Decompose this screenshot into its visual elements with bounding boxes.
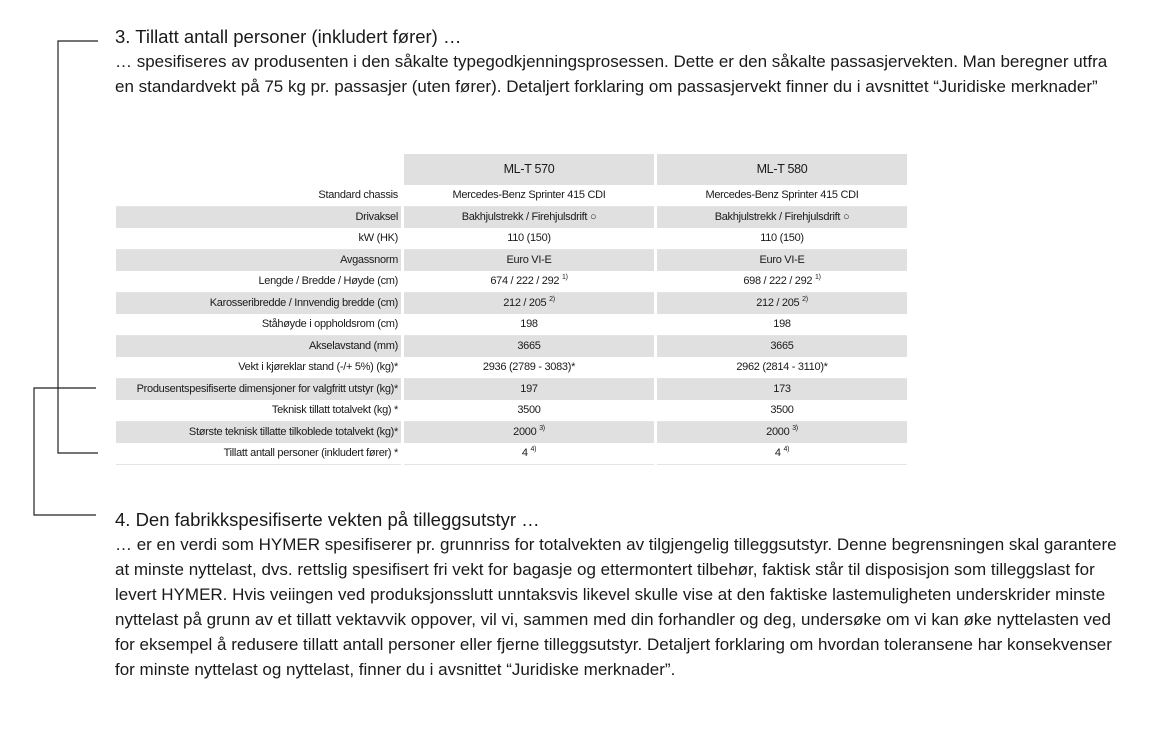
section-3 bbox=[115, 24, 1125, 99]
value-text: 212 / 205 bbox=[503, 297, 547, 309]
value-cell-model-1 bbox=[404, 185, 654, 207]
value-cell-model-1 bbox=[404, 250, 654, 271]
value-text: 4 bbox=[774, 447, 781, 459]
value-text: Euro VI-E bbox=[506, 254, 552, 266]
value-text: 4 bbox=[521, 447, 528, 459]
value-text: Euro VI-E bbox=[759, 254, 805, 266]
header-blank-cell bbox=[116, 154, 401, 185]
value-cell-model-2 bbox=[657, 293, 907, 314]
row-label: Største teknisk tillatte tilkoblede totalvekt (kg)* bbox=[116, 422, 401, 443]
row-label: Standard chassis bbox=[116, 185, 401, 207]
value-text: 2962 (2814 - 3110)* bbox=[736, 361, 828, 373]
table-row bbox=[116, 443, 907, 465]
row-label: Lengde / Bredde / Høyde (cm) bbox=[116, 271, 401, 293]
value-text: 198 bbox=[773, 318, 791, 330]
value-text: Bakhjulstrekk / Firehjulsdrift ○ bbox=[461, 211, 597, 223]
value-cell-model-1 bbox=[404, 357, 654, 379]
value-cell-model-2 bbox=[657, 443, 907, 465]
table-row bbox=[116, 314, 907, 336]
value-cell-model-2 bbox=[657, 271, 907, 293]
value-text: 173 bbox=[773, 383, 791, 395]
spec-table-body bbox=[116, 185, 907, 465]
value-cell-model-1 bbox=[404, 443, 654, 465]
spec-table bbox=[113, 154, 910, 465]
footnote-marker: 4) bbox=[783, 446, 790, 453]
row-label: Produsentspesifiserte dimensjoner for valgfritt utstyr (kg)* bbox=[116, 379, 401, 400]
value-cell-model-2 bbox=[657, 422, 907, 443]
section-4-body: … er en verdi som HYMER spesifiserer pr. grunnriss for totalvekten av tilgjengelig tilleggsutstyr. Denne begrensningen skal garantere at minste nyttelast, dvs. rettslig spesifisert fri vekt for bagasje og ettermontert tilbehør, faktisk står til disposisjon som tilleggslast for levert HYMER. Hvis veiingen ved produksjonsslutt unntaksvis likevel skulle vise at den faktiske lastemuligheten underskrider minste nyttelast på grunn av et tillatt vektavvik oppover, vil vi, sammen med din forhandler og deg, undersøke om vi kan øke nyttelasten ved for eksempel å redusere tillatt antall personer eller fjerne tilleggsutstyr. Detaljert forklaring om hvordan toleransene har konsekvenser for minste nyttelast og nyttelast, finner du i avsnittet “Juridiske merknader”. bbox=[115, 535, 1117, 679]
table-header-row bbox=[116, 154, 907, 185]
row-label: Ståhøyde i oppholdsrom (cm) bbox=[116, 314, 401, 336]
table-row bbox=[116, 379, 907, 400]
model-header-1: ML-T 570 bbox=[404, 154, 654, 185]
section-3-body: … spesifiseres av produsenten i den såkalte typegodkjenningsprosessen. Dette er den såkalte passasjervekten. Man beregner utfra en standardvekt på 75 kg pr. passasjer (uten fører). Detaljert forklaring om passasjervekt finner du i avsnittet “Juridiske merknader” bbox=[115, 52, 1108, 96]
model-header-2: ML-T 580 bbox=[657, 154, 907, 185]
value-text: 3665 bbox=[770, 340, 794, 352]
value-text: 3500 bbox=[517, 404, 541, 416]
value-cell-model-1 bbox=[404, 379, 654, 400]
footnote-marker: 1) bbox=[562, 274, 568, 281]
row-label: Vekt i kjøreklar stand (-/+ 5%) (kg)* bbox=[116, 357, 401, 379]
value-cell-model-2 bbox=[657, 250, 907, 271]
row-label: Akselavstand (mm) bbox=[116, 336, 401, 357]
table-row bbox=[116, 271, 907, 293]
value-cell-model-1 bbox=[404, 400, 654, 422]
value-cell-model-1 bbox=[404, 271, 654, 293]
table-row bbox=[116, 357, 907, 379]
value-cell-model-1 bbox=[404, 314, 654, 336]
value-text: 2936 (2789 - 3083)* bbox=[482, 361, 576, 373]
value-cell-model-1 bbox=[404, 293, 654, 314]
bracket-section-4 bbox=[28, 385, 98, 520]
value-cell-model-2 bbox=[657, 400, 907, 422]
row-label: Karosseribredde / Innvendig bredde (cm) bbox=[116, 293, 401, 314]
row-label: Teknisk tillatt totalvekt (kg) * bbox=[116, 400, 401, 422]
value-text: 110 (150) bbox=[507, 232, 551, 244]
footnote-marker: 2) bbox=[802, 296, 808, 303]
value-text: 110 (150) bbox=[760, 232, 804, 244]
value-cell-model-2 bbox=[657, 185, 907, 207]
table-row bbox=[116, 185, 907, 207]
footnote-marker: 1) bbox=[815, 274, 821, 281]
value-cell-model-2 bbox=[657, 207, 907, 228]
value-cell-model-2 bbox=[657, 314, 907, 336]
footnote-marker: 2) bbox=[549, 296, 555, 303]
row-label: Tillatt antall personer (inkludert fører) * bbox=[116, 443, 401, 465]
table-row bbox=[116, 293, 907, 314]
value-text: Bakhjulstrekk / Firehjulsdrift ○ bbox=[714, 211, 850, 223]
value-text: 3665 bbox=[517, 340, 541, 352]
value-cell-model-1 bbox=[404, 422, 654, 443]
value-text: 698 / 222 / 292 bbox=[743, 275, 813, 287]
section-4-heading: 4. Den fabrikkspesifiserte vekten på tilleggsutstyr … bbox=[115, 509, 540, 530]
section-3-heading: 3. Tillatt antall personer (inkludert fører) … bbox=[115, 26, 462, 47]
table-row bbox=[116, 400, 907, 422]
row-label: Drivaksel bbox=[116, 207, 401, 228]
table-row bbox=[116, 250, 907, 271]
value-cell-model-2 bbox=[657, 357, 907, 379]
value-cell-model-2 bbox=[657, 336, 907, 357]
value-text: 212 / 205 bbox=[756, 297, 800, 309]
value-text: 2000 bbox=[766, 426, 790, 438]
footnote-marker: 4) bbox=[530, 446, 537, 453]
value-cell-model-1 bbox=[404, 207, 654, 228]
value-text: 198 bbox=[520, 318, 538, 330]
row-label: kW (HK) bbox=[116, 228, 401, 250]
footnote-marker: 3) bbox=[792, 425, 798, 432]
value-text: Mercedes-Benz Sprinter 415 CDI bbox=[705, 189, 859, 201]
value-cell-model-1 bbox=[404, 228, 654, 250]
table-row bbox=[116, 336, 907, 357]
table-row bbox=[116, 207, 907, 228]
value-cell-model-1 bbox=[404, 336, 654, 357]
row-label: Avgassnorm bbox=[116, 250, 401, 271]
table-row bbox=[116, 228, 907, 250]
value-text: Mercedes-Benz Sprinter 415 CDI bbox=[452, 189, 606, 201]
value-text: 3500 bbox=[770, 404, 794, 416]
value-cell-model-2 bbox=[657, 379, 907, 400]
value-cell-model-2 bbox=[657, 228, 907, 250]
section-4 bbox=[115, 507, 1125, 682]
value-text: 674 / 222 / 292 bbox=[490, 275, 560, 287]
footnote-marker: 3) bbox=[539, 425, 545, 432]
value-text: 2000 bbox=[513, 426, 537, 438]
table-row bbox=[116, 422, 907, 443]
value-text: 197 bbox=[520, 383, 538, 395]
